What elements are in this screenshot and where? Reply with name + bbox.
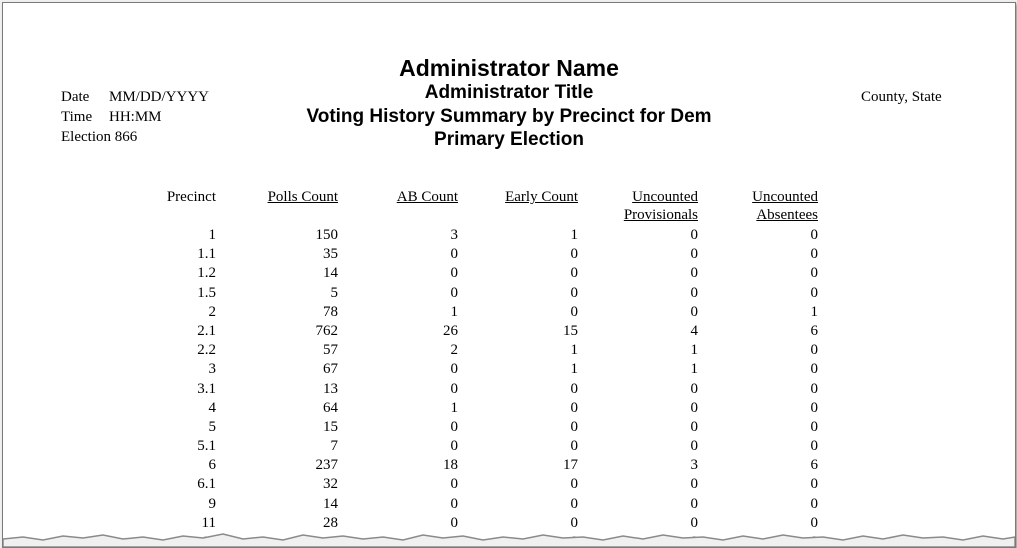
- cell-uncounted-provisionals: 0: [690, 495, 698, 512]
- cell-early-count: 0: [570, 514, 578, 531]
- table-row: [3, 322, 818, 341]
- cell-ab-count: 0: [450, 361, 458, 378]
- cell-polls-count: 64: [323, 399, 338, 416]
- cell-ab-count: 0: [450, 418, 458, 435]
- cell-ab-count: 1: [450, 399, 458, 416]
- cell-uncounted-provisionals: 0: [690, 399, 698, 416]
- cell-precinct: 5: [208, 418, 216, 435]
- report-title: Voting History Summary by Precinct for Dem: [306, 106, 712, 127]
- table-row: [3, 437, 818, 456]
- cell-polls-count: 150: [315, 227, 338, 243]
- administrator-title: Administrator Title: [424, 82, 594, 103]
- cell-uncounted-provisionals: 0: [690, 303, 698, 320]
- cell-precinct: 1.1: [197, 246, 216, 263]
- cell-uncounted-provisionals: 0: [690, 438, 698, 455]
- cell-uncounted-absentees: 0: [810, 342, 818, 359]
- cell-uncounted-absentees: 0: [810, 227, 818, 243]
- table-row: [3, 303, 818, 322]
- cell-uncounted-provisionals: 1: [690, 342, 698, 359]
- cell-early-count: 1: [570, 361, 578, 378]
- cell-precinct: 6: [208, 457, 216, 474]
- cell-precinct: 3: [208, 361, 216, 378]
- table-row: [3, 495, 818, 514]
- cell-polls-count: 78: [323, 303, 338, 320]
- cell-polls-count: 14: [323, 265, 338, 282]
- cell-ab-count: 0: [450, 476, 458, 493]
- cell-polls-count: 237: [315, 457, 338, 474]
- cell-precinct: 3.1: [197, 380, 216, 397]
- date-label: Date: [61, 89, 90, 105]
- cell-uncounted-provisionals: 0: [690, 514, 698, 531]
- cell-uncounted-absentees: 6: [810, 322, 818, 339]
- cell-uncounted-absentees: 0: [810, 246, 818, 263]
- cell-ab-count: 26: [443, 322, 458, 339]
- cell-early-count: 1: [570, 342, 578, 359]
- cell-uncounted-provisionals: 0: [690, 284, 698, 301]
- col-polls-count: Polls Count: [267, 189, 338, 205]
- cell-uncounted-provisionals: 0: [690, 380, 698, 397]
- cell-uncounted-absentees: 0: [810, 380, 818, 397]
- cell-polls-count: 14: [323, 495, 338, 512]
- cell-precinct: 2.2: [197, 342, 216, 359]
- cell-early-count: 0: [570, 399, 578, 416]
- table-row: [3, 226, 818, 245]
- cell-early-count: 0: [570, 246, 578, 263]
- cell-uncounted-absentees: 0: [810, 438, 818, 455]
- table-row: [3, 264, 818, 283]
- cell-polls-count: 762: [315, 322, 338, 339]
- cell-precinct: 1.5: [197, 284, 216, 301]
- cell-uncounted-absentees: 0: [810, 399, 818, 416]
- cell-polls-count: 13: [323, 380, 338, 397]
- cell-precinct: 6.1: [197, 476, 216, 493]
- cell-polls-count: 67: [323, 361, 338, 378]
- cell-uncounted-provisionals: 0: [690, 476, 698, 493]
- cell-uncounted-absentees: 0: [810, 418, 818, 435]
- cell-precinct: 1: [208, 227, 216, 243]
- administrator-name: Administrator Name: [399, 55, 619, 81]
- cell-early-count: 0: [570, 303, 578, 320]
- cell-polls-count: 32: [323, 476, 338, 493]
- cell-ab-count: 1: [450, 303, 458, 320]
- table-body: [3, 226, 818, 548]
- table-row: [3, 456, 818, 475]
- cell-ab-count: 0: [450, 246, 458, 263]
- cell-uncounted-absentees: 0: [810, 495, 818, 512]
- table-row: [3, 475, 818, 494]
- cell-uncounted-provisionals: 4: [690, 322, 698, 339]
- cell-polls-count: 7: [330, 438, 338, 455]
- table-row: [3, 284, 818, 303]
- cell-early-count: 0: [570, 418, 578, 435]
- election-id: Election 866: [61, 129, 138, 145]
- cell-uncounted-provisionals: 3: [690, 457, 698, 474]
- cell-precinct: 11: [201, 514, 216, 531]
- cell-uncounted-absentees: 0: [810, 265, 818, 282]
- cell-precinct: 2.1: [197, 322, 216, 339]
- cell-ab-count: 0: [450, 284, 458, 301]
- cell-ab-count: 0: [450, 265, 458, 282]
- cell-polls-count: 28: [323, 514, 338, 531]
- cell-early-count: 17: [563, 457, 578, 474]
- cell-early-count: 0: [570, 495, 578, 512]
- cell-uncounted-absentees: 0: [810, 284, 818, 301]
- table-row: [3, 399, 818, 418]
- cell-uncounted-provisionals: 0: [690, 265, 698, 282]
- cell-polls-count: 5: [330, 284, 338, 301]
- cell-early-count: 0: [570, 265, 578, 282]
- col-ab-count: AB Count: [396, 189, 458, 205]
- cell-polls-count: 35: [323, 246, 338, 263]
- title-block: [3, 55, 1015, 151]
- cell-uncounted-absentees: 0: [810, 476, 818, 493]
- date-value: MM/DD/YYYY: [109, 89, 210, 105]
- location-text: County, State: [861, 89, 942, 105]
- cell-uncounted-absentees: 6: [810, 457, 818, 474]
- cell-ab-count: 0: [450, 514, 458, 531]
- cell-uncounted-provisionals: 1: [690, 361, 698, 378]
- cell-early-count: 0: [570, 476, 578, 493]
- cell-ab-count: 3: [450, 227, 458, 243]
- time-value: HH:MM: [109, 109, 162, 125]
- torn-edge: [3, 517, 1015, 547]
- cell-precinct: 2: [208, 303, 216, 320]
- cell-early-count: 0: [570, 380, 578, 397]
- col-precinct: Precinct: [166, 189, 216, 205]
- cell-precinct: 4: [208, 399, 216, 416]
- col-uncounted-provisionals: Uncounted Provisionals: [623, 189, 698, 223]
- cell-early-count: 0: [570, 284, 578, 301]
- table-row: [3, 341, 818, 360]
- cell-uncounted-absentees: 1: [810, 303, 818, 320]
- election-type: Primary Election: [434, 129, 584, 150]
- cell-precinct: 5.1: [197, 438, 216, 455]
- cell-polls-count: 15: [323, 418, 338, 435]
- report-page: [2, 2, 1016, 548]
- cell-ab-count: 2: [450, 342, 458, 359]
- table-row: [3, 245, 818, 264]
- cell-early-count: 1: [570, 227, 578, 243]
- cell-precinct: 9: [208, 495, 216, 512]
- table-row: [3, 418, 818, 437]
- cell-early-count: 0: [570, 438, 578, 455]
- cell-uncounted-absentees: 0: [810, 361, 818, 378]
- cell-uncounted-provisionals: 0: [690, 227, 698, 243]
- col-early-count: Early Count: [505, 189, 578, 205]
- cell-uncounted-provisionals: 0: [690, 246, 698, 263]
- precinct-table: [3, 188, 818, 548]
- cell-uncounted-provisionals: 0: [690, 418, 698, 435]
- cell-ab-count: 0: [450, 380, 458, 397]
- cell-precinct: 1.2: [197, 265, 216, 282]
- cell-polls-count: 57: [323, 342, 338, 359]
- cell-ab-count: 18: [443, 457, 458, 474]
- col-uncounted-absentees: Uncounted Absentees: [752, 189, 818, 223]
- cell-ab-count: 0: [450, 438, 458, 455]
- table-header: [3, 188, 818, 226]
- cell-early-count: 15: [563, 322, 578, 339]
- cell-uncounted-absentees: 0: [810, 514, 818, 531]
- table-row: [3, 380, 818, 399]
- cell-ab-count: 0: [450, 495, 458, 512]
- table-row: [3, 360, 818, 379]
- time-label: Time: [61, 109, 93, 125]
